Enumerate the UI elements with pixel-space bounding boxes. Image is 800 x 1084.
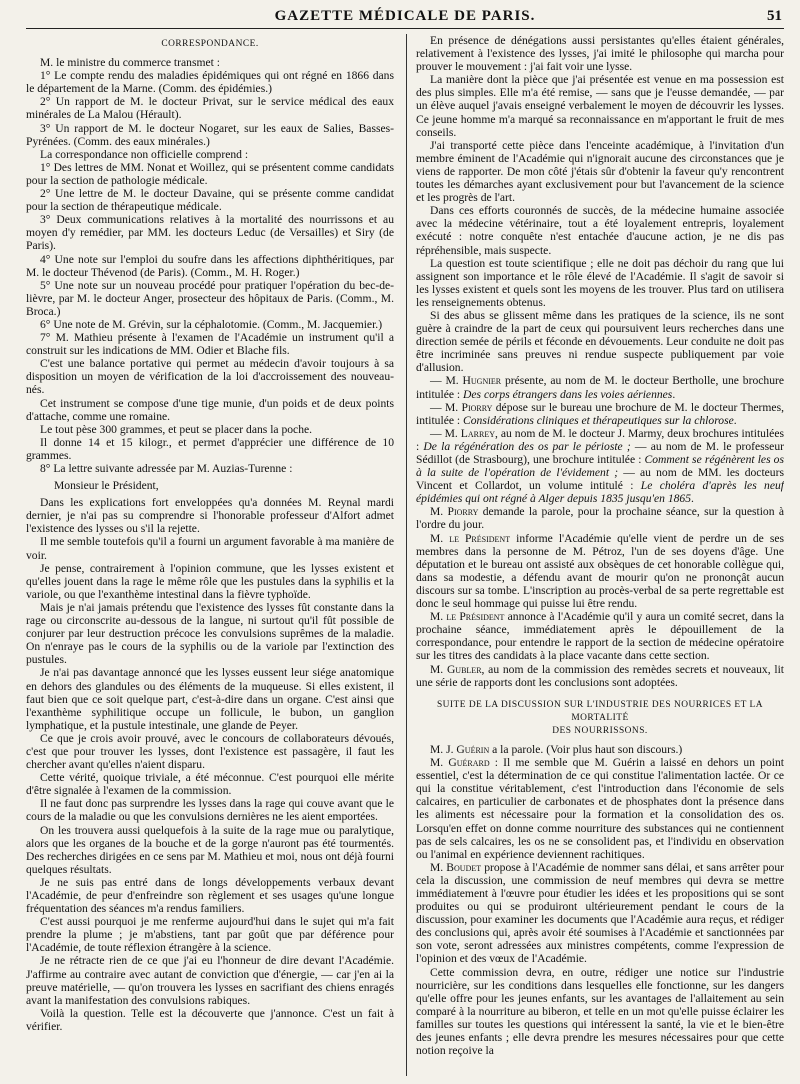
publication-title: Des corps étrangers dans les voies aériennes — [463, 387, 673, 401]
punctuation: . — [672, 387, 676, 401]
left-column — [26, 34, 394, 1076]
letter-salutation: Monsieur le Président, — [54, 479, 159, 493]
letter-paragraph: Il ne faut donc pas surprendre les lysses dans la rage qui couve avant que le cours de la maladie ou que les convulsions dernières ne les aient emportées. — [26, 797, 394, 824]
official-item: 1° Le compte rendu des maladies épidémiques qui ont régné en 1866 dans le département de la Marne. (Comm. des épidémies.) — [26, 69, 394, 96]
letter-paragraph: Je ne rétracte rien de ce que j'ai eu l'honneur de dire devant l'Académie. J'affirme au contraire avec autant de conviction que d'énergie, — car j'en ai la preuve matérielle, — qu'on trouvera les lysses en sacrifiant des chiens enragés avant la manifestation des convulsions rabiques. — [26, 954, 394, 1007]
letter-paragraph: Mais je n'ai jamais prétendu que l'existence des lysses fût constante dans la rage ou circonscrite au-dessous de la langue, ni surtout qu'il fût possible de conjurer par leur destruction précoce les convulsions suprêmes de la maladie. On n'enraye pas le cours de la syphilis ou de la variole par l'extinction des pustules. — [26, 600, 394, 667]
punctuation: . — [691, 492, 694, 506]
nonofficial-intro: La correspondance non officielle comprend : — [40, 147, 249, 161]
letter-paragraph: Dans ces efforts couronnés de succès, de la médecine humaine associée avec la médecine vétérinaire, tout a été loyalement entrepris, loyalement exécuté : notre conquête n'est entachée d'aucune action, je ne dis pas répréhensible, mais suspecte. — [416, 204, 784, 257]
letter-paragraph: La manière dont la pièce que j'ai présentée est venue en ma possession est des plus simples. Elle m'a été remise, — sans que je l'eusse demandée, — par un élève auquel j'avais enseigné verbalement le moyen de découvrir les lysses. Ce jeune homme m'a marqué sa reconnaissance en m'apportant le fruit de mes conseils. — [416, 73, 784, 139]
running-title: GAZETTE MÉDICALE DE PARIS. — [274, 8, 536, 24]
instrument-paragraph: C'est une balance portative qui permet au médecin d'avoir toujours à sa disposition un moyen de vérification de la loi d'accroissement des nouveau-nés. — [26, 357, 394, 397]
speaker-name: M. Hugnier — [445, 374, 502, 388]
paragraph-text: propose à l'Académie de nommer sans délai, et sans arrêter pour cela la discussion, une commission de neuf membres qui devra se mettre immédiatement à l'œuvre pour étudier les idées et les propositions qui se sont produites ou qui se produiront ultérieurement pendant le cours de la discussion, pour examiner les documents que l'Académie aura reçus, et rédiger des conclusions qui, après avoir été soumises à l'Académie et sanctionnées par son vote, seront adressées aux ministres compétents, comme l'expression de l'opinion et des vœux de l'Académie. — [416, 860, 784, 966]
speaker-name: M. Boudet — [430, 860, 482, 874]
punctuation: . — [733, 413, 737, 427]
letter-paragraph: Cette vérité, quoique triviale, a été méconnue. C'est pourquoi elle mérite d'être signalée à l'examen de la commission. — [26, 771, 394, 798]
speaker-name: M. Guérard — [430, 756, 490, 770]
presentation-paragraph: — M. Hugnier présente, au nom de M. le docteur Bertholle, une brochure intitulée : Des corps étrangers dans les voies aériennes. — [416, 374, 784, 401]
nonofficial-item: 1° Des lettres de MM. Nonat et Woillez, qui se présentent comme candidats pour la section de pathologie médicale. — [26, 160, 394, 187]
speaker-name: M. J. Guérin — [430, 742, 490, 756]
nonofficial-item: 6° Une note de M. Grévin, sur la céphalotomie. (Comm., M. Jacquemier.) — [40, 317, 383, 331]
letter-paragraph: J'ai transporté cette pièce dans l'enceinte académique, à l'invitation d'un membre éminent de l'Académie qui n'ignorait aucune des circonstances que je viens de rapporter. De mon côté j'étais sûr d'obtenir la faveur qu'y rencontrent toutes les démarches ayant exclusivement pour but l'avancement de la science et les progrès de l'art. — [416, 138, 784, 205]
column-rule — [406, 34, 407, 1076]
presentation-text: dépose sur le bureau une brochure de M. le docteur Thermes, intitulée : — [416, 400, 784, 427]
death-announcement — [416, 532, 784, 611]
paragraph-text: : Il me semble que M. Guérin a laissé en dehors un point essentiel, c'est la détermination de ce qui constitue l'alimentation lactée. Or ce qui la constitue véritablement, c'est l'introduction dans l'économie de sels calcaires, en particulier de carbonates et de phosphates dont la présence dans les aliments est nécessaire pour la formation et la consolidation des os. Lorsqu'en effet on donne comme nourriture des substances qui ne contiennent pas de sels calcaires, les os ne se consolident pas, et l'individu en observation ou l'animal en expérience deviennent rachitiques. — [416, 756, 784, 861]
presentation-paragraph: — M. Piorry dépose sur le bureau une brochure de M. le docteur Thermes, intitulée : Considérations cliniques et thérapeutiques sur la chlorose. — [416, 400, 784, 427]
page-number: 51 — [767, 8, 782, 24]
letter-paragraph: La question est toute scientifique ; elle ne doit pas déchoir du rang que lui assignent son importance et le rôle élevé de l'Académie. Il s'agit de savoir si les lysses existent et quels sont les moyens de les trouver. Plus tard on utilisera les renseignements obtenus. — [416, 256, 784, 309]
nonofficial-item: 4° Une note sur l'emploi du soufre dans les affections diphthéritiques, par M. le docteur Thévenod (de Paris). (Comm., M. H. Roger.) — [26, 252, 394, 279]
gubler-report — [416, 663, 784, 689]
letter-paragraph: Je n'ai pas davantage annoncé que les lysses eussent leur siége anatomique en dehors des glandules ou des éléments de la muqueuse. Si elles existent, il faut bien que ce soit quelque part, c'est-à-dire dans un organe. C'est ainsi que l'exanthème syphilitique occupe un follicule, le bubon, un ganglion lymphatique, et la pustule intestinale, une glande de Peyer. — [26, 666, 394, 732]
newspaper-page — [26, 6, 784, 1076]
section-title-correspondance: CORRESPONDANCE. — [161, 39, 259, 49]
letter-paragraph: C'est aussi pourquoi je me renferme aujourd'hui dans le sujet qui m'a fait prendre la plume ; je m'abstiens, tant par goût que par déférence pour l'Académie, de toute réflexion étrangère à la science. — [26, 915, 394, 955]
letter-paragraph: Je pense, contrairement à l'opinion commune, que les lysses existent et qu'elles jouent dans la rage le même rôle que les pustules dans la syphilis et la variole, ou que l'exanthème intestinal dans la fièvre typhoïde. — [26, 561, 394, 601]
official-item: 3° Un rapport de M. le docteur Nogaret, sur les eaux de Salies, Basses-Pyrénées. (Comm. des eaux minérales.) — [26, 121, 394, 148]
secret-committee-announcement — [416, 610, 784, 662]
piorry-request — [416, 505, 784, 531]
guerard-speech — [416, 756, 784, 861]
publication-title: Considérations cliniques et thérapeutiques sur la chlorose — [463, 413, 734, 427]
nonofficial-item: 3° Deux communications relatives à la mortalité des nourrissons et au moyen d'y remédier, par MM. les docteurs Leduc (de Versailles) et Siry (de Paris). — [26, 213, 394, 253]
speaker-name: M. Piorry — [444, 400, 493, 414]
letter-paragraph: Ce que je crois avoir prouvé, avec le concours de collaborateurs dévoués, c'est que pour trouver les lysses, dont l'existence est passagère, il faut les chercher avant qu'elles n'aient disparu. — [26, 731, 394, 772]
official-item: 2° Un rapport de M. le docteur Privat, sur le service médical des eaux minérales de La Malou (Hérault). — [26, 95, 394, 122]
publication-title: Comment se régénèrent les os à la suite de l'opération de l'évidement ; — [416, 453, 784, 480]
speaker-name: M. Piorry — [430, 505, 479, 519]
letter-paragraph: En présence de dénégations aussi persistantes qu'elles étaient générales, relativement à l'existence des lysses, j'ai imité le philosophe qui marcha pour prouver le mouvement : j'ai fait voir une lysse. — [416, 34, 784, 74]
instrument-paragraph: Cet instrument se compose d'une tige munie, d'un poids et de deux points d'attache, comme une romaine. — [26, 396, 394, 423]
section-title-discussion — [416, 699, 784, 738]
presentation-text: — au nom de MM. les docteurs Vincent et Collardot, un volume intitulé : — [416, 466, 784, 493]
instrument-paragraph: 8° La lettre suivante adressée par M. Auzias-Turenne : — [40, 462, 293, 475]
section-title-line: SUITE DE LA DISCUSSION SUR L'INDUSTRIE DES NOURRICES ET LA MORTALITÉ — [436, 699, 764, 723]
paragraph-text: annonce à l'Académie qu'il y aura un comité secret, dans la prochaine séance, immédiatement après le dépouillement de la correspondance, pour entendre le rapport de la section de médecine opératoire sur les titres des candidats à la place vacante dans cette section. — [416, 610, 784, 663]
speaker-name: M. Larrey — [444, 426, 495, 440]
presentation-text: — au nom de M. le professeur Sédillot (de Strasbourg), une brochure intitulée : — [416, 439, 784, 466]
presentation-paragraph: — M. Larrey, au nom de M. le docteur J. Marmy, deux brochures intitulées : De la régénération des os par le périoste ; — au nom de M. le professeur Sédillot (de Strasbourg), une brochure intitulée : Comment se régénèrent les os à la suite de l'opération de l'évidement ; — au nom de MM. les docteurs Vincent et Collardot, un volume intitulé : Le choléra d'après les neuf épidémies qui ont régné à Alger depuis 1835 jusqu'en 1865. — [416, 426, 784, 506]
paragraph-text: a la parole. (Voir plus haut son discours.) — [489, 742, 683, 756]
presentation-text: , au nom de M. le docteur J. Marmy, deux brochures intitulées : — [416, 426, 784, 453]
letter-paragraph: Je ne suis pas entré dans de longs développements verbaux devant l'Académie, de peur d'enfreindre son règlement et ses usages qu'une longue fréquentation des séances m'a rendus familiers. — [26, 875, 394, 916]
instrument-paragraph: Il donne 14 et 15 kilogr., et permet d'apprécier une différence de 10 grammes. — [26, 435, 394, 462]
publication-title: De la régénération des os par le périoste ; — [423, 439, 631, 453]
publication-title: Le choléra d'après les neuf épidémies qui ont régné à Alger depuis 1835 jusqu'en 1865 — [416, 479, 784, 506]
nonofficial-item: 2° Une lettre de M. le docteur Davaine, qui se présente comme candidat pour la section de thérapeutique médicale. — [26, 187, 394, 214]
presentation-text: présente, au nom de M. le docteur Bertholle, une brochure intitulée : — [416, 374, 784, 401]
page-header — [26, 6, 784, 29]
official-intro: M. le ministre du commerce transmet : — [40, 56, 220, 70]
instrument-paragraph: Le tout pèse 300 grammes, et peut se placer dans la poche. — [40, 422, 313, 436]
section-title-line: DES NOURRISSONS. — [552, 725, 648, 736]
letter-paragraph: Il me semble toutefois qu'il a fourni un argument favorable à ma manière de voir. — [26, 535, 394, 562]
nonofficial-item: 7° M. Mathieu présente à l'examen de l'Académie un instrument qu'il a construit sur les indications de MM. Odier et Blache fils. — [26, 331, 394, 358]
speaker-name: M. le Président — [430, 610, 505, 624]
guerin-floor — [416, 743, 784, 756]
nonofficial-item: 5° Une note sur un nouveau procédé pour pratiquer l'opération du bec-de-lièvre, par M. le docteur Anger, prosecteur des hôpitaux de Paris. (Comm., M. Broca.) — [26, 278, 394, 318]
letter-paragraph: Dans les explications fort enveloppées qu'a données M. Reynal mardi dernier, je n'ai pas su comprendre si l'honorable professeur d'Alfort admet l'existence des lysses ou s'il la rejette. — [26, 496, 394, 536]
speaker-name: M. Gubler — [430, 662, 482, 676]
letter-paragraph: Si des abus se glissent même dans les pratiques de la science, ils ne sont guère à craindre de la part de ceux qui poursuivent leurs recherches dans une direction semée de périls et féconde en dévouements. Leur conduite ne doit pas être incriminée sans preuves ni rendue suspecte publiquement par voie d'allusion. — [416, 308, 784, 375]
letter-paragraph: On les trouvera aussi quelquefois à la suite de la rage mue ou paralytique, alors que les organes de la bouche et de la gorge n'auront pas été tourmentés. Des recherches dirigées en ce sens par M. Mathieu et moi, nous ont déjà fourni quelques résultats. — [26, 823, 394, 876]
speaker-name: M. le Président — [430, 531, 511, 545]
paragraph-text: informe l'Académie qu'elle vient de perdre un de ses membres dans la personne de M. Pétroz, l'un de ses doyens d'âge. Une députation et le bureau ont assisté aux obsèques de cet honorable collègue qui, dans sa modestie, a défendu avant de mourir qu'on ne prononçât aucun discours sur sa tombe. L'inscription au procès-verbal de sa perte regrettable est donc le seul hommage qui puisse lui être rendu. — [416, 531, 784, 611]
paragraph-text: demande la parole, pour la prochaine séance, sur la question à l'ordre du jour. — [416, 505, 784, 532]
paragraph-text: , au nom de la commission des remèdes secrets et nouveaux, lit une série de rapports dont les conclusions sont adoptées. — [416, 662, 784, 689]
letter-paragraph: Voilà la question. Telle est la découverte que j'annonce. C'est un fait à vérifier. — [26, 1006, 394, 1033]
right-column — [416, 34, 784, 1076]
closing-paragraph: Cette commission devra, en outre, rédiger une notice sur l'industrie nourricière, sur les conditions dans lesquelles elle fonctionne, sur les dangers qu'elle offre pour les jeunes enfants, sur les avantages de l'allaitement au sein comparé à la nourriture au biberon, et telle en un mot qu'elle puisse éclairer les familles sur toutes les questions qui intéressent la santé, la vie et le bien-être des jeunes enfants ; elle devra prendre les mesures nécessaires pour que cette notion reçoive la — [416, 965, 784, 1058]
columns — [26, 34, 784, 1076]
boudet-proposal — [416, 861, 784, 966]
